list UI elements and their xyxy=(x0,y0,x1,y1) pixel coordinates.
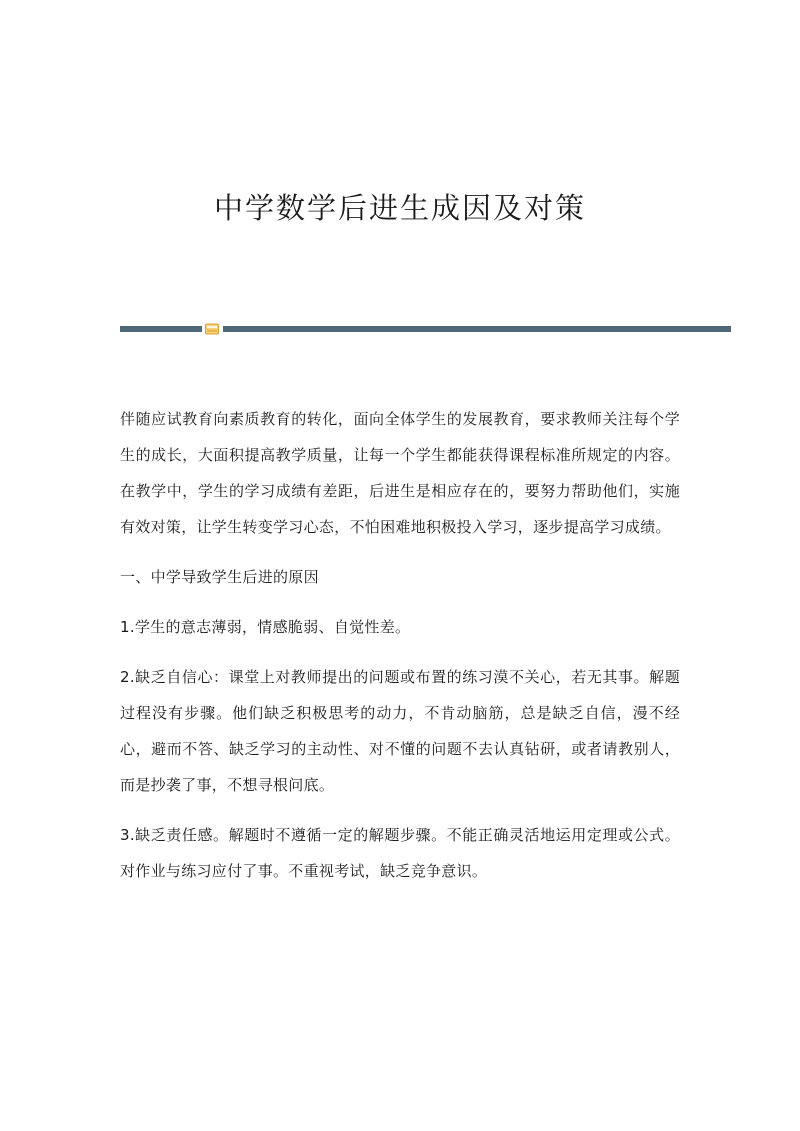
emblem-icon xyxy=(205,323,219,335)
section-heading: 一、中学导致学生后进的原因 xyxy=(120,568,319,586)
list-item: 2.缺乏自信心：课堂上对教师提出的问题或布置的练习漠不关心，若无其事。解题过程没有步骤。他们缺乏积极思考的动力，不肯动脑筋，总是缺乏自信，漫不经心，避而不答、缺乏学习的主动性、对不懂的问题不去认真钻研，或者请教别人，而是抄袭了事，不想寻根问底。 xyxy=(120,668,680,794)
intro-paragraph: 伴随应试教育向素质教育的转化，面向全体学生的发展教育，要求教师关注每个学生的成长，大面积提高教学质量，让每一个学生都能获得课程标准所规定的内容。在教学中，学生的学习成绩有差距，后进生是相应存在的，要努力帮助他们，实施有效对策，让学生转变学习心态，不怕困难地积极投入学习，逐步提高学习成绩。 xyxy=(120,410,680,536)
list-item: 3.缺乏责任感。解题时不遵循一定的解题步骤。不能正确灵活地运用定理或公式。对作业与练习应付了事。不重视考试，缺乏竞争意识。 xyxy=(120,826,680,880)
document-body xyxy=(120,401,680,903)
title-divider xyxy=(120,325,731,333)
list-item: 1.学生的意志薄弱，情感脆弱、自觉性差。 xyxy=(120,618,411,636)
page-title: 中学数学后进生成因及对策 xyxy=(213,191,586,225)
divider-bar-left xyxy=(120,326,202,332)
divider-bar-right xyxy=(223,326,731,332)
